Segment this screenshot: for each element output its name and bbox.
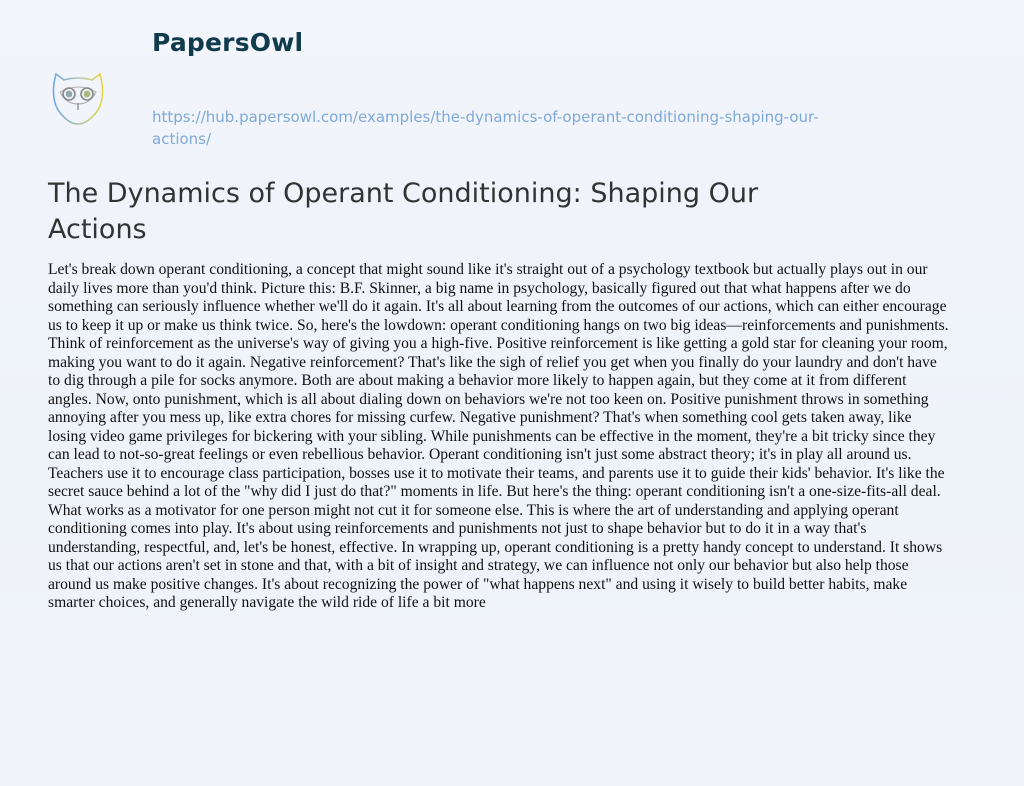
body-line: Let's break down operant conditioning, a concept that might sound like it's straight out of a psychology textbook but actually plays out in our	[48, 261, 928, 278]
body-line: to dig through a pile for socks anymore. Both are about making a behavior more likely to happen again, but they come at it from different	[48, 372, 907, 389]
essay-body	[48, 261, 988, 613]
body-line: smarter choices, and generally navigate the wild ride of life a bit more	[48, 594, 486, 611]
body-line: conditioning comes into play. It's about using reinforcements and punishments not just to shape behavior but to do it in a way that's	[48, 520, 867, 537]
body-line: angles. Now, onto punishment, which is all about dialing down on behaviors we're not too keen on. Positive punishment throws in something	[48, 390, 929, 408]
title-line: The Dynamics of Operant Conditioning: Shaping Our	[48, 178, 759, 209]
body-line: Think of reinforcement as the universe's way of giving you a high-five. Positive reinforcement is like getting a gold star for cleaning your room,	[48, 335, 948, 352]
body-line: something can seriously influence whether we'll do it again. It's all about learning from the outcomes of our actions, which can either encourage	[48, 298, 947, 315]
body-line: secret sauce behind a lot of the "why did I just do that?" moments in life. But here's the thing: operant conditioning isn't a one-size-fits-all deal.	[48, 483, 941, 500]
body-line: Teachers use it to encourage class participation, bosses use it to motivate their teams, and parents use it to guide their kids' behavior. It's like the	[48, 464, 945, 482]
url-line[interactable]: actions/	[152, 130, 212, 148]
body-line: What works as a motivator for one person might not cut it for someone else. This is where the art of understanding and applying operant	[48, 501, 899, 519]
body-line: making you want to do it again. Negative reinforcement? That's like the sigh of relief you get when you finally do your laundry and don't have	[48, 353, 937, 371]
owl-logo-icon	[50, 70, 106, 126]
body-line: daily lives more than you'd think. Picture this: B.F. Skinner, a big name in psychology, basically figured out that what happens after we do	[48, 279, 911, 297]
body-line: us to keep it up or make us think twice. So, here's the lowdown: operant conditioning hangs on two big ideas—reinforcements and punishments.	[48, 316, 949, 334]
page-title	[48, 176, 808, 248]
title-line: Actions	[48, 214, 147, 245]
body-line: can lead to not-so-great feelings or even rebellious behavior. Operant conditioning isn't just some abstract theory; it's in play all around us.	[48, 446, 912, 463]
source-url[interactable]	[152, 106, 912, 150]
body-line: losing video game privileges for bickering with your sibling. While punishments can be effective in the moment, they're a bit tricky since they	[48, 427, 936, 445]
url-line[interactable]: https://hub.papersowl.com/examples/the-dynamics-of-operant-conditioning-shaping-our-	[152, 108, 819, 126]
body-line: understanding, respectful, and, let's be honest, effective. In wrapping up, operant conditioning is a pretty handy concept to understand. It shows	[48, 538, 943, 556]
body-line: us that our actions aren't set in stone and that, with a bit of insight and strategy, we can influence not only our behavior but also help those	[48, 557, 909, 574]
body-line: annoying after you mess up, like extra chores for missing curfew. Negative punishment? That's when something cool gets taken away, like	[48, 409, 912, 426]
brand-name: PapersOwl	[152, 28, 304, 57]
body-line: around us make positive changes. It's about recognizing the power of "what happens next" and using it wisely to build better habits, make	[48, 575, 908, 593]
